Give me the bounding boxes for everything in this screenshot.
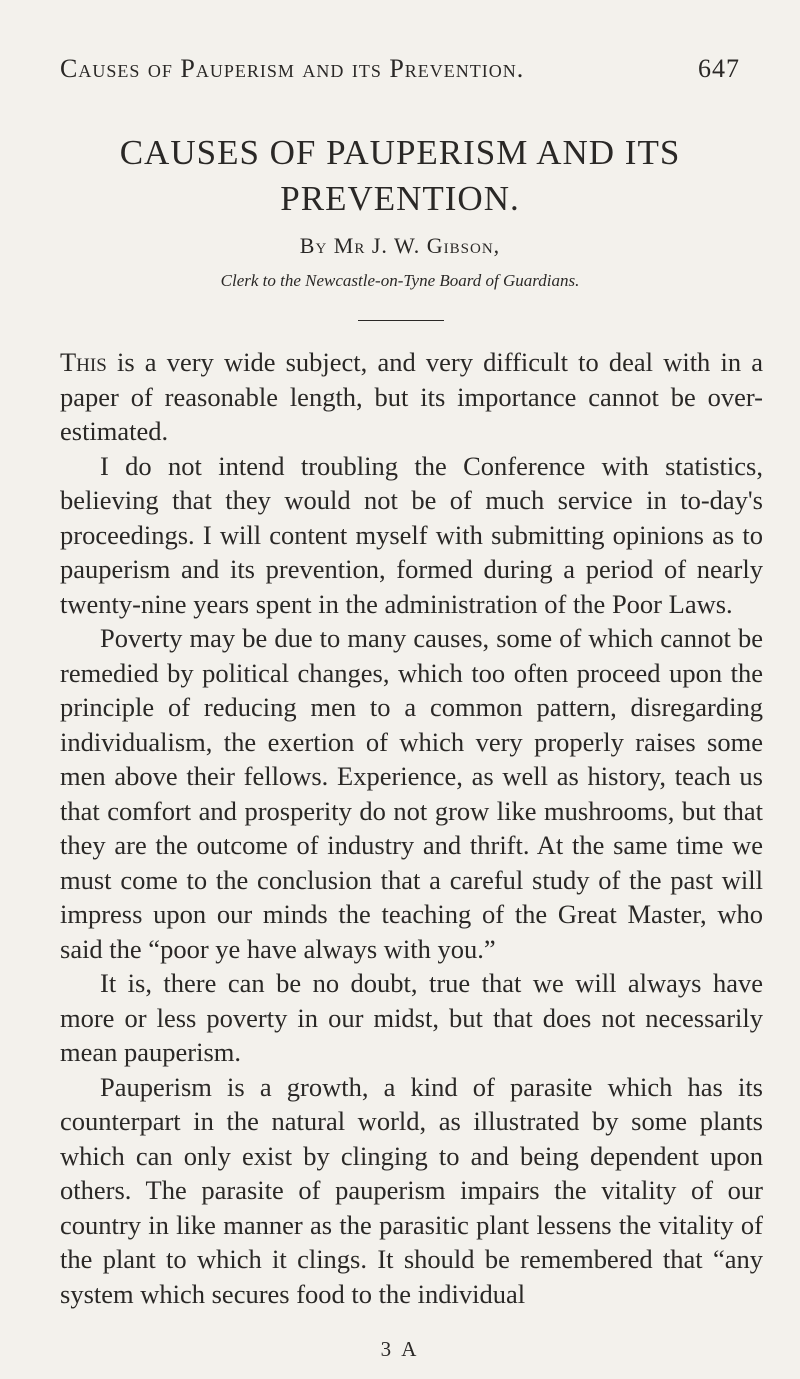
signature-mark: 3 A — [380, 1337, 420, 1361]
paragraph-3: Poverty may be due to many causes, some of which cannot be remedied by political changes, which too often proceed upon the principle of reducing men to a common pattern, disregarding individualism, the exertion of which very properly raises some men above their fellows. Experience, as well as history, teach us that comfort and prosperity do not grow like mushrooms, but that they are the outcome of industry and thrift. At the same time we must come to the conclusion that a careful study of the past will impress upon our minds the teaching of the Great Master, who said the “poor ye have always with you.” — [60, 623, 763, 964]
article-body — [60, 345, 763, 1311]
paragraph-5: Pauperism is a growth, a kind of parasite which has its counterpart in the natural world, as illustrated by some plants which can only exist by clinging to and being dependent upon others. The parasite of pauperism impairs the vitality of our country in like manner as the parasitic plant lessens the vitality of the plant to which it clings. It should be remembered that “any system which secures food to the individual — [60, 1071, 763, 1309]
page-number: 647 — [698, 54, 740, 83]
paragraph-1-text: is a very wide subject, and very difficult to deal with in a paper of reasonable length, but its importance cannot be over-estimated. — [60, 347, 763, 446]
running-head-title: Causes of Pauperism and its Prevention. — [60, 54, 525, 83]
author-affiliation: Clerk to the Newcastle-on-Tyne Board of Guardians. — [220, 271, 580, 290]
author-byline: By Mr J. W. Gibson, — [299, 233, 501, 258]
article-title-line-2: PREVENTION. — [280, 179, 520, 218]
paragraph-1-lead: This — [60, 347, 107, 377]
article-title-line-1: CAUSES OF PAUPERISM AND ITS — [119, 133, 681, 172]
running-head — [60, 54, 740, 84]
paragraph-1 — [60, 345, 763, 449]
paragraph-2: I do not intend troubling the Conference with statistics, believing that they would not be of much service in to-day's proceedings. I will content myself with submitting opinions as to pauperism and its prevention, formed during a period of nearly twenty-nine years spent in the administration of the Poor Laws. — [60, 450, 763, 619]
paragraph-4: It is, there can be no doubt, true that we will always have more or less poverty in our midst, but that does not necessarily mean pauperism. — [60, 968, 763, 1067]
section-divider — [358, 320, 444, 321]
